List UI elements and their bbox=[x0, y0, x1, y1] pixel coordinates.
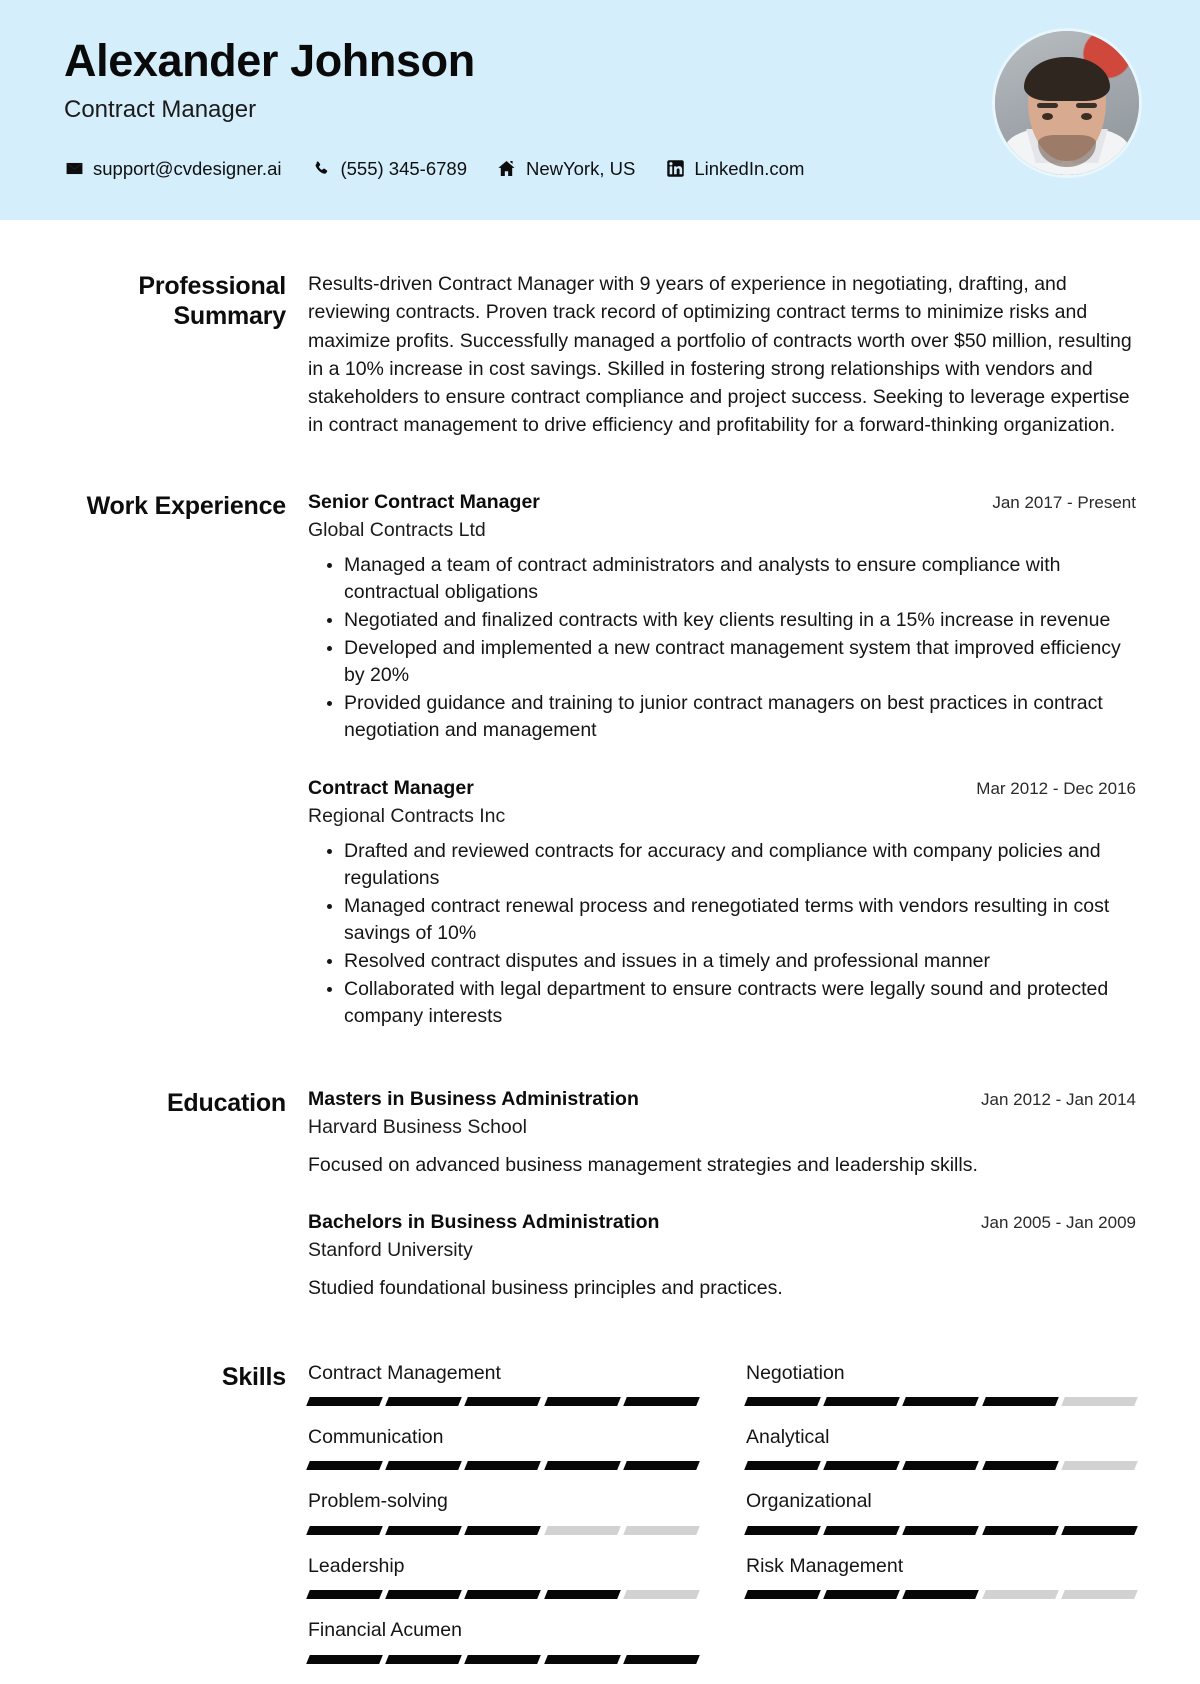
skill-level-segment bbox=[544, 1590, 621, 1599]
avatar-eye-right bbox=[1081, 113, 1092, 120]
experience-body bbox=[308, 490, 1136, 1031]
skill-level-segment bbox=[465, 1461, 542, 1470]
skill-item bbox=[308, 1361, 698, 1425]
entry-date: Jan 2012 - Jan 2014 bbox=[980, 1089, 1136, 1109]
avatar bbox=[992, 28, 1142, 178]
skill-item bbox=[308, 1618, 698, 1682]
entry-header bbox=[308, 776, 1136, 801]
skill-level-bar bbox=[746, 1461, 1136, 1470]
skill-name: Communication bbox=[308, 1426, 444, 1448]
skill-level-segment bbox=[823, 1590, 900, 1599]
skill-level-segment bbox=[1061, 1590, 1138, 1599]
entry-bullet: • Negotiated and finalized contracts with key clients resulting in a 15% increase in revenue bbox=[344, 607, 1136, 634]
skill-level-bar bbox=[746, 1526, 1136, 1535]
skill-level-segment bbox=[544, 1526, 621, 1535]
skill-level-segment bbox=[623, 1461, 700, 1470]
entry-date: Jan 2005 - Jan 2009 bbox=[980, 1212, 1136, 1232]
skill-level-segment bbox=[982, 1397, 1059, 1406]
entry-bullet: • Collaborated with legal department to ensure contracts were legally sound and protected company interests bbox=[344, 976, 1136, 1030]
section-label-experience: Work Experience bbox=[86, 491, 286, 520]
skill-name: Financial Acumen bbox=[308, 1619, 462, 1642]
skill-item bbox=[308, 1425, 698, 1489]
skill-level-segment bbox=[823, 1526, 900, 1535]
skill-level-segment bbox=[385, 1590, 462, 1599]
skill-name: Risk Management bbox=[746, 1554, 904, 1577]
contact-label: LinkedIn.com bbox=[694, 157, 805, 179]
envelope-icon bbox=[64, 159, 84, 179]
skill-level-segment bbox=[903, 1590, 980, 1599]
skill-level-segment bbox=[623, 1526, 700, 1535]
skill-level-segment bbox=[903, 1461, 980, 1470]
contact-label: (555) 345-6789 bbox=[340, 157, 467, 179]
experience-entry bbox=[308, 776, 1136, 1030]
contact-item-envelope[interactable] bbox=[64, 158, 281, 180]
entry-description: Studied foundational business principles and practices. bbox=[308, 1277, 783, 1300]
avatar-eye-left bbox=[1042, 113, 1053, 120]
entry-bullet: • Managed contract renewal process and renegotiated terms with vendors resulting in cost savings of 10% bbox=[344, 893, 1136, 947]
skill-level-bar bbox=[308, 1461, 698, 1470]
entry-date: Jan 2017 - Present bbox=[992, 492, 1136, 512]
skill-level-bar bbox=[308, 1655, 698, 1664]
entry-header bbox=[308, 1087, 1136, 1112]
entry-title: Senior Contract Manager bbox=[308, 490, 540, 513]
skill-name: Organizational bbox=[746, 1490, 872, 1513]
entry-title: Bachelors in Business Administration bbox=[308, 1210, 660, 1233]
skill-level-segment bbox=[744, 1461, 821, 1470]
skill-level-bar bbox=[308, 1397, 698, 1406]
entry-header bbox=[308, 1210, 1136, 1235]
resume-content bbox=[0, 270, 1200, 1684]
skill-level-segment bbox=[306, 1397, 383, 1406]
skill-level-segment bbox=[744, 1397, 821, 1406]
skill-level-segment bbox=[982, 1461, 1059, 1470]
skill-level-segment bbox=[744, 1590, 821, 1599]
skill-level-segment bbox=[623, 1590, 700, 1599]
contact-row bbox=[64, 158, 1140, 180]
entry-organization: Global Contracts Ltd bbox=[308, 518, 486, 541]
skill-level-bar bbox=[308, 1526, 698, 1535]
skill-level-segment bbox=[623, 1397, 700, 1406]
skill-level-segment bbox=[306, 1526, 383, 1535]
summary-text: Results-driven Contract Manager with 9 years of experience in negotiating, drafting, and reviewing contracts. Proven track record of optimizing contract terms to minimize risks and maximize profits. Successfully managed a portfolio of contracts worth over $50 million, resulting in a 10% increase in cost savings. Skilled in fostering strong relationships with vendors and stakeholders to ensure contract compliance and project success. Seeking to leverage expertise in contract management to drive efficiency and profitability for a forward-thinking organization. bbox=[308, 273, 1132, 437]
skill-level-segment bbox=[1061, 1461, 1138, 1470]
contact-label: support@cvdesigner.ai bbox=[93, 157, 282, 179]
skill-level-bar bbox=[308, 1590, 698, 1599]
skill-level-segment bbox=[465, 1655, 542, 1664]
entry-date: Mar 2012 - Dec 2016 bbox=[976, 778, 1136, 798]
skill-level-bar bbox=[746, 1590, 1136, 1599]
skill-item bbox=[746, 1361, 1136, 1425]
skill-item bbox=[746, 1489, 1136, 1553]
skill-name: Problem-solving bbox=[308, 1490, 448, 1513]
contact-label: NewYork, US bbox=[525, 157, 636, 179]
avatar-brow-right bbox=[1076, 103, 1097, 108]
page-title: Alexander Johnson bbox=[64, 35, 475, 86]
skills-body bbox=[308, 1361, 1136, 1683]
entry-title: Contract Manager bbox=[308, 776, 474, 799]
skill-level-segment bbox=[385, 1655, 462, 1664]
resume-header bbox=[0, 0, 1200, 220]
skill-level-segment bbox=[1061, 1526, 1138, 1535]
skill-level-segment bbox=[544, 1655, 621, 1664]
experience-entry bbox=[308, 490, 1136, 744]
linkedin-icon bbox=[665, 159, 685, 179]
skill-level-segment bbox=[385, 1526, 462, 1535]
phone-icon bbox=[311, 159, 331, 179]
summary-body bbox=[308, 270, 1136, 440]
section-label-summary: Professional Summary bbox=[138, 272, 286, 330]
skill-level-segment bbox=[903, 1526, 980, 1535]
section-work-experience bbox=[64, 490, 1136, 1031]
skill-level-segment bbox=[623, 1655, 700, 1664]
skill-item bbox=[308, 1489, 698, 1553]
skill-level-segment bbox=[465, 1526, 542, 1535]
section-label-education: Education bbox=[166, 1088, 286, 1117]
skill-level-segment bbox=[465, 1590, 542, 1599]
contact-item-phone[interactable] bbox=[311, 158, 467, 180]
avatar-brow-left bbox=[1037, 103, 1058, 108]
education-entry bbox=[308, 1087, 1136, 1180]
entry-bullet: • Managed a team of contract administrators and analysts to ensure compliance with contractual obligations bbox=[344, 552, 1136, 606]
education-body bbox=[308, 1087, 1136, 1303]
skill-level-segment bbox=[1061, 1397, 1138, 1406]
section-professional-summary bbox=[64, 270, 1136, 440]
skill-level-segment bbox=[544, 1461, 621, 1470]
skill-name: Negotiation bbox=[746, 1361, 845, 1384]
skill-item bbox=[746, 1554, 1136, 1618]
skill-level-segment bbox=[823, 1461, 900, 1470]
skill-level-segment bbox=[982, 1590, 1059, 1599]
skill-level-segment bbox=[903, 1397, 980, 1406]
entry-header bbox=[308, 490, 1136, 515]
skill-level-segment bbox=[982, 1526, 1059, 1535]
skill-level-segment bbox=[744, 1526, 821, 1535]
entry-bullet-list bbox=[308, 552, 1136, 743]
entry-bullet-list bbox=[308, 838, 1136, 1029]
skill-level-segment bbox=[385, 1397, 462, 1406]
entry-bullet: • Provided guidance and training to junior contract managers on best practices in contract negotiation and management bbox=[344, 690, 1136, 744]
section-education bbox=[64, 1087, 1136, 1303]
skill-name: Leadership bbox=[308, 1554, 405, 1577]
contact-item-linkedin[interactable] bbox=[665, 158, 804, 180]
entry-description: Focused on advanced business management strategies and leadership skills. bbox=[308, 1154, 978, 1177]
entry-bullet: • Resolved contract disputes and issues in a timely and professional manner bbox=[344, 948, 1136, 975]
entry-organization: Stanford University bbox=[308, 1238, 473, 1261]
skill-level-segment bbox=[306, 1655, 383, 1664]
section-skills bbox=[64, 1361, 1136, 1683]
skill-level-segment bbox=[823, 1397, 900, 1406]
skill-name: Contract Management bbox=[308, 1361, 501, 1384]
skill-level-segment bbox=[465, 1397, 542, 1406]
home-icon bbox=[497, 159, 517, 179]
skills-grid bbox=[308, 1361, 1136, 1683]
skill-level-segment bbox=[385, 1461, 462, 1470]
education-entry bbox=[308, 1210, 1136, 1303]
entry-bullet: • Developed and implemented a new contract management system that improved efficiency by 20% bbox=[344, 635, 1136, 689]
skill-level-bar bbox=[746, 1397, 1136, 1406]
contact-item-home[interactable] bbox=[497, 158, 635, 180]
skill-name: Analytical bbox=[746, 1426, 830, 1448]
entry-organization: Regional Contracts Inc bbox=[308, 804, 506, 827]
skill-level-segment bbox=[306, 1590, 383, 1599]
skill-level-segment bbox=[544, 1397, 621, 1406]
entry-bullet: • Drafted and reviewed contracts for accuracy and compliance with company policies and regulations bbox=[344, 838, 1136, 892]
job-title-subtitle: Contract Manager bbox=[64, 96, 257, 124]
section-label-skills: Skills bbox=[221, 1362, 286, 1391]
entry-title: Masters in Business Administration bbox=[308, 1087, 639, 1110]
entry-organization: Harvard Business School bbox=[308, 1116, 527, 1138]
skill-item bbox=[746, 1425, 1136, 1489]
skill-level-segment bbox=[306, 1461, 383, 1470]
skill-item bbox=[308, 1554, 698, 1618]
